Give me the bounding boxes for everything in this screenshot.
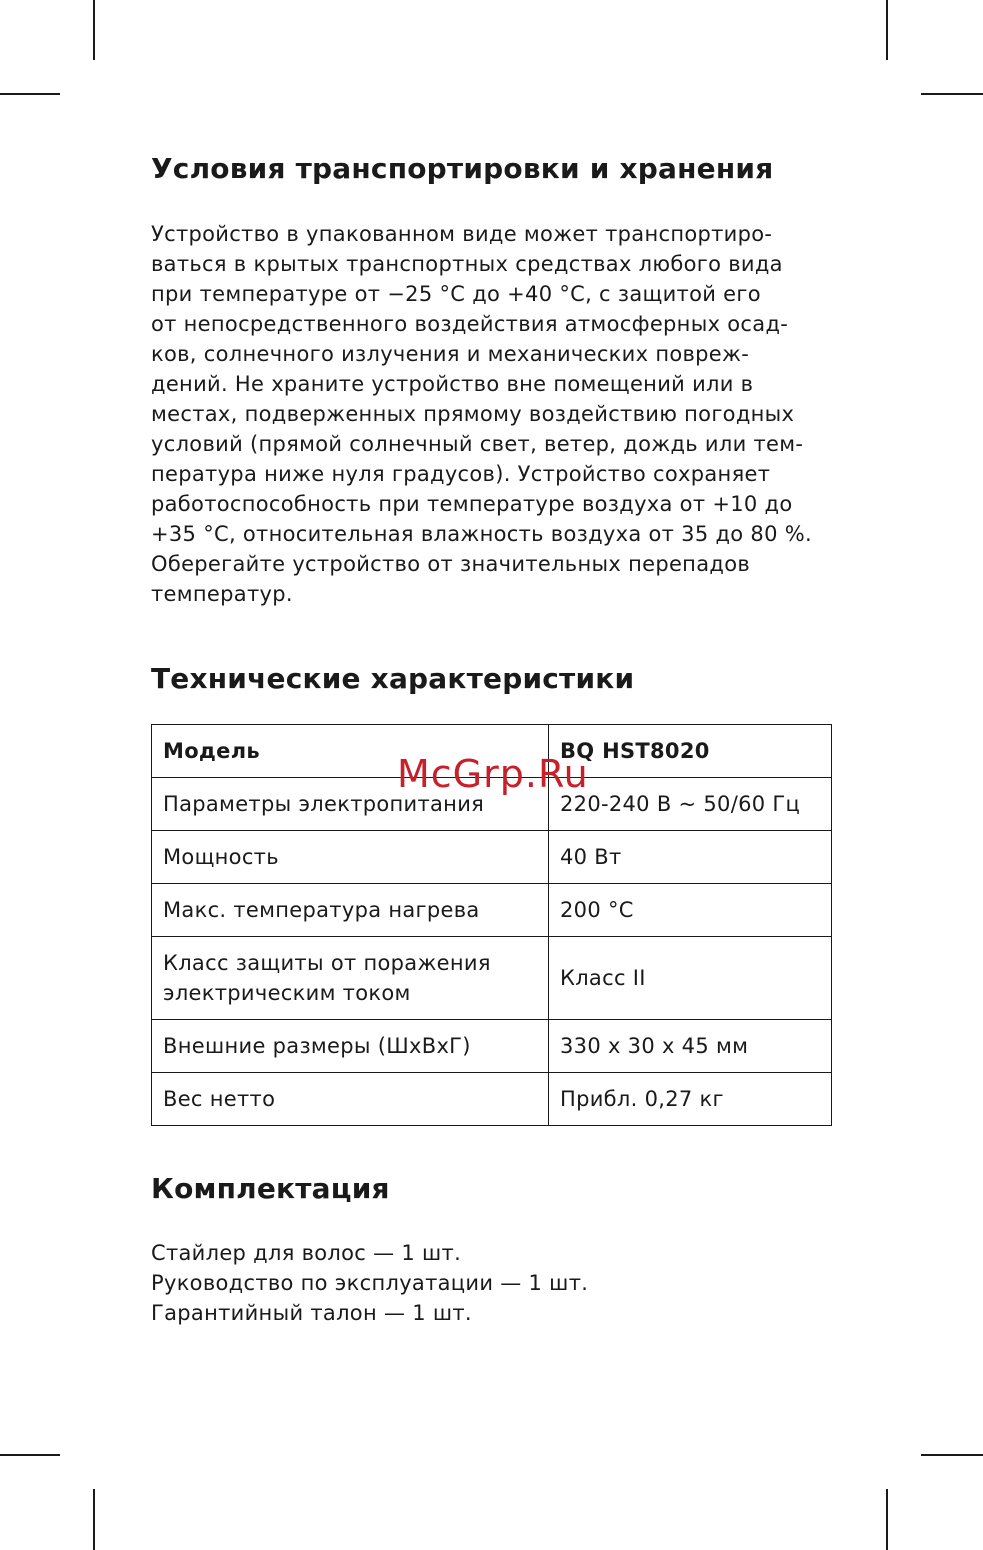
list-item: Гарантийный талон — 1 шт.	[151, 1301, 472, 1325]
crop-mark-top-right-horizontal	[921, 93, 983, 95]
paragraph-line: +35 °С, относительная влажность воздуха от 35 до 80 %.	[151, 522, 812, 546]
paragraph-line: работоспособность при температуре воздуха от +10 до	[151, 492, 793, 516]
spec-label-line: электрическим током	[163, 981, 411, 1005]
paragraph-line: пература ниже нуля градусов). Устройство сохраняет	[151, 462, 771, 486]
spec-value: BQ HST8020	[549, 725, 832, 778]
crop-mark-top-left-horizontal	[0, 93, 60, 95]
table-row	[152, 831, 832, 884]
watermark: McGrp.Ru	[397, 752, 589, 796]
crop-mark-top-right-vertical	[886, 0, 888, 60]
paragraph-line: температур.	[151, 582, 293, 606]
paragraph-line: от непосредственного воздействия атмосферных осад-	[151, 312, 789, 336]
specs-heading: Технические характеристики	[151, 662, 635, 695]
list-item: Руководство по эксплуатации — 1 шт.	[151, 1271, 589, 1295]
table-row	[152, 1020, 832, 1073]
spec-value: 330 х 30 х 45 мм	[549, 1020, 832, 1073]
paragraph-line: Оберегайте устройство от значительных перепадов	[151, 552, 751, 576]
table-row	[152, 884, 832, 937]
package-heading: Комплектация	[151, 1172, 390, 1205]
paragraph-line: дений. Не храните устройство вне помещений или в	[151, 372, 754, 396]
paragraph-line: условий (прямой солнечный свет, ветер, дождь или тем-	[151, 432, 804, 456]
table-row	[152, 1073, 832, 1126]
paragraph-line: ваться в крытых транспортных средствах любого вида	[151, 252, 783, 276]
spec-label: Мощность	[152, 831, 549, 884]
spec-value: 220-240 В ~ 50/60 Гц	[549, 778, 832, 831]
spec-value: 200 °С	[549, 884, 832, 937]
spec-label: Модель	[152, 725, 549, 778]
spec-value: 40 Вт	[549, 831, 832, 884]
spec-value: Класс II	[549, 937, 832, 1020]
list-item: Стайлер для волос — 1 шт.	[151, 1241, 462, 1265]
spec-value: Прибл. 0,27 кг	[549, 1073, 832, 1126]
spec-label: Параметры электропитания	[152, 778, 549, 831]
paragraph-line: ков, солнечного излучения и механических повреж-	[151, 342, 750, 366]
transport-heading: Условия транспортировки и хранения	[151, 152, 774, 185]
table-row	[152, 937, 832, 1020]
crop-mark-top-left-vertical	[93, 0, 95, 60]
spec-label-line: Класс защиты от поражения	[163, 951, 491, 975]
spec-label: Вес нетто	[152, 1073, 549, 1126]
crop-mark-bottom-left-horizontal	[0, 1454, 60, 1456]
paragraph-line: при температуре от −25 °С до +40 °С, с защитой его	[151, 282, 761, 306]
crop-mark-bottom-left-vertical	[93, 1489, 95, 1550]
spec-label: Внешние размеры (ШхВхГ)	[152, 1020, 549, 1073]
crop-mark-bottom-right-horizontal	[921, 1454, 983, 1456]
crop-mark-bottom-right-vertical	[886, 1489, 888, 1550]
spec-label: Макс. температура нагрева	[152, 884, 549, 937]
paragraph-line: Устройство в упакованном виде может транспортиро-	[151, 222, 773, 246]
spec-label	[152, 937, 549, 1020]
paragraph-line: местах, подверженных прямому воздействию погодных	[151, 402, 795, 426]
